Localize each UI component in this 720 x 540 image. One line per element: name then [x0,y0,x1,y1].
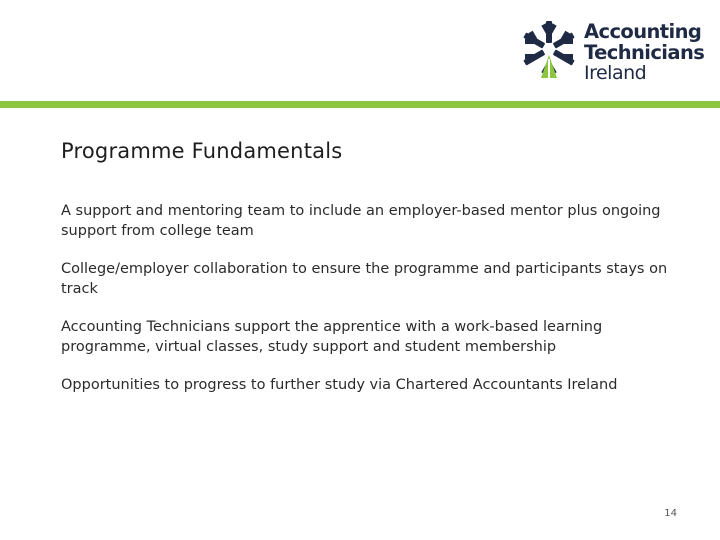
logo-wordmark [584,21,704,84]
bullet-item: Opportunities to progress to further study via Chartered Accountants Ireland [61,377,618,393]
slide-title: Programme Fundamentals [61,139,343,163]
snowflake-logo-icon [518,18,580,80]
bullet-item: A support and mentoring team to include an employer-based mentor plus ongoing support from college team [61,203,661,239]
brand-logo [518,18,708,84]
bullet-item: Accounting Technicians support the apprentice with a work-based learning programme, virtual classes, study support and student membership [61,319,603,355]
bullet-item: College/employer collaboration to ensure the programme and participants stays on track [61,261,668,297]
header-divider [0,101,720,108]
bullet-list [61,202,681,415]
page-number: 14 [664,508,677,519]
logo-line-ireland: Ireland [584,62,647,84]
logo-line-technicians: Technicians [584,41,705,64]
logo-line-accounting: Accounting [584,20,702,43]
